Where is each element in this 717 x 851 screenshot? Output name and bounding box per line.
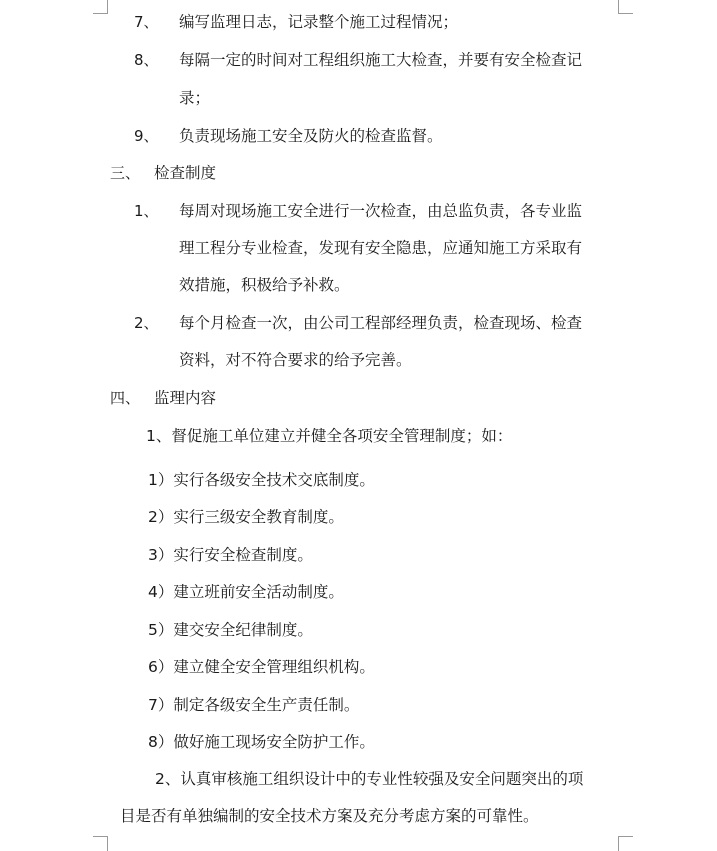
section-heading: 检查制度 <box>154 164 217 182</box>
list-item: 3）实行安全检查制度。 <box>148 546 313 564</box>
item-number: 7、 <box>134 13 159 31</box>
list-item: 2）实行三级安全教育制度。 <box>148 508 344 526</box>
item-text: 理工程分专业检查，发现有安全隐患，应通知施工方采取有 <box>179 239 583 257</box>
item-text: 资料，对不符合要求的给予完善。 <box>179 351 412 369</box>
item-text: 效措施，积极给予补救。 <box>179 276 350 294</box>
section-heading: 监理内容 <box>154 389 217 407</box>
list-item: 7）制定各级安全生产责任制。 <box>148 696 360 714</box>
item-number: 1、 <box>134 202 159 220</box>
list-item: 4）建立班前安全活动制度。 <box>148 583 344 601</box>
item-number: 9、 <box>134 127 159 145</box>
item-number: 2、 <box>134 314 159 332</box>
item-text: 每隔一定的时间对工程组织施工大检查，并要有安全检查记 <box>179 51 583 69</box>
paragraph: 1、督促施工单位建立并健全各项安全管理制度；如： <box>146 427 513 445</box>
section-number: 三、 <box>110 164 141 182</box>
paragraph: 2、认真审核施工组织设计中的专业性较强及安全问题突出的项 <box>155 770 584 788</box>
item-text: 负责现场施工安全及防火的检查监督。 <box>179 127 443 145</box>
list-item: 8）做好施工现场安全防护工作。 <box>148 733 375 751</box>
crop-mark-top-left <box>93 0 108 14</box>
item-number: 8、 <box>134 51 159 69</box>
list-item: 1）实行各级安全技术交底制度。 <box>148 471 375 489</box>
item-text: 每个月检查一次，由公司工程部经理负责，检查现场、检查 <box>179 314 583 332</box>
list-item: 5）建交安全纪律制度。 <box>148 621 313 639</box>
item-text: 编写监理日志，记录整个施工过程情况； <box>179 13 459 31</box>
item-text: 录； <box>179 89 211 107</box>
paragraph: 目是否有单独编制的安全技术方案及充分考虑方案的可靠性。 <box>120 807 539 825</box>
list-item: 6）建立健全安全管理组织机构。 <box>148 658 375 676</box>
item-text: 每周对现场施工安全进行一次检查，由总监负责，各专业监 <box>179 202 583 220</box>
crop-mark-top-right <box>618 0 633 14</box>
section-number: 四、 <box>110 389 141 407</box>
